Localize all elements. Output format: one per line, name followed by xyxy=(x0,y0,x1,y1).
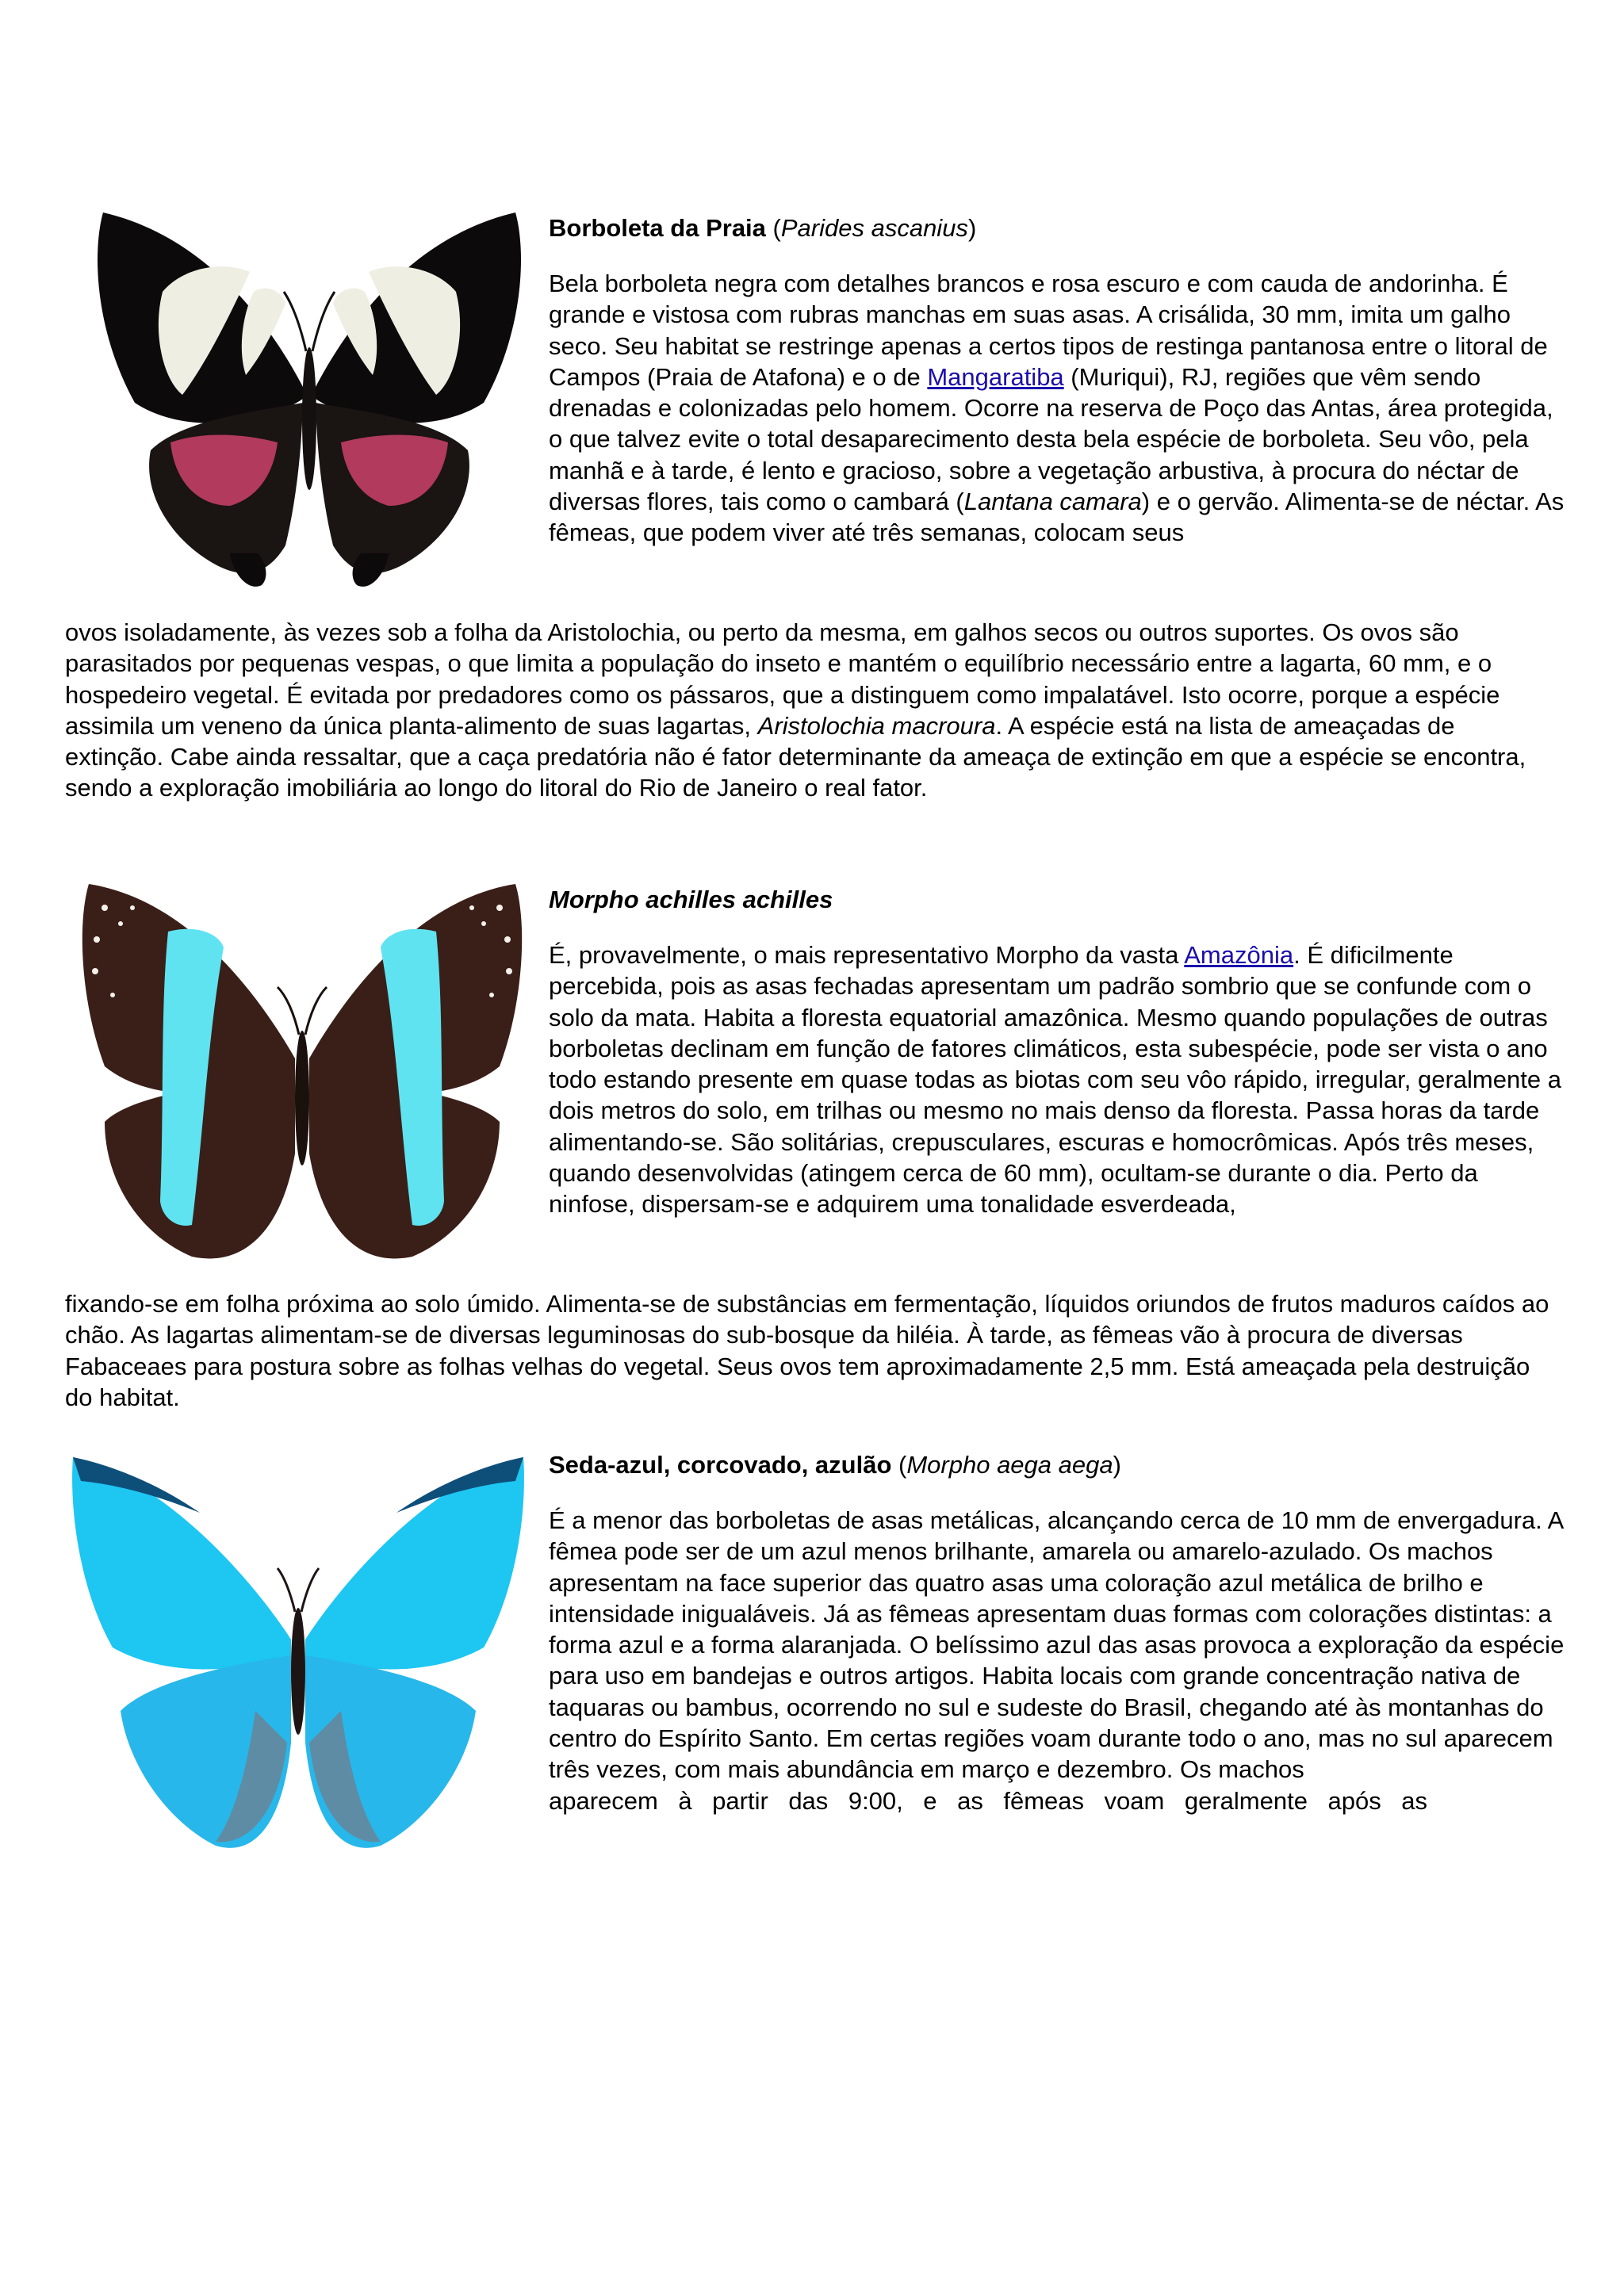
paragraph-s1-top: Bela borboleta negra com detalhes brancos e rosa escuro e com cauda de andorinha. É grande e vistosa com rubras manchas em suas asas. A crisálida, 30 mm, imita um galho seco. Seu habitat se restringe apenas a certos tipos de restinga pantanosa entre o litoral de Campos (Praia de Atafona) e o de Mangaratiba (Muriqui), RJ, regiões que vêm sendo drenadas e colonizadas pelo homem. Ocorre na reserva de Poço das Antas, área protegida, o que talvez evite o total desaparecimento desta bela espécie de borboleta. Seu vôo, pela manhã e à tarde, é lento e gracioso, sobre a vegetação arbustiva, à procura do néctar de diversas flores, tais como o cambará (Lantana camara) e o gervão. Alimenta-se de néctar. As fêmeas, que podem viver até três semanas, colocam seus xyxy=(549,270,1565,547)
paragraph-s3-last-line: aparecem à partir das 9:00, e as fêmeas voam geralmente após as xyxy=(549,1786,1427,1815)
title-morpho-achilles: Morpho achilles achilles xyxy=(549,886,833,913)
text-column-s3 xyxy=(549,1449,1565,1816)
title-borboleta-da-praia: Borboleta da Praia (Parides ascanius) xyxy=(549,214,977,242)
paragraph-s2-full: fixando-se em folha próxima ao solo úmido. Alimenta-se de substâncias em fermentação, líquidos oriundos de frutos maduros caídos ao chão. As lagartas alimentam-se de diversas leguminosas do sub-bosque da hiléia. À tarde, as fêmeas vão à procura de diversas Fabaceaes para postura sobre as folhas velhas do vegetal. Seus ovos tem aproximadamente 2,5 mm. Está ameaçada pela destruição do habitat. xyxy=(65,1290,1549,1411)
morpho-achilles-butterfly-icon xyxy=(73,876,531,1272)
papilionid-butterfly-icon xyxy=(87,205,531,595)
text-column-s2 xyxy=(549,884,1565,1220)
title-morpho-aega: Seda-azul, corcovado, azulão (Morpho aega aega) xyxy=(549,1451,1121,1479)
section-borboleta-da-praia xyxy=(65,205,1565,839)
morpho-aega-butterfly-icon xyxy=(65,1449,531,1862)
section-morpho-aega xyxy=(65,1449,1565,1893)
link-amazonia[interactable]: Amazônia xyxy=(1184,941,1294,969)
link-mangaratiba[interactable]: Mangaratiba xyxy=(927,362,1064,391)
text-column-s1 xyxy=(549,212,1565,549)
paragraph-s2-top: É, provavelmente, o mais representativo Morpho da vasta Amazônia. É dificilmente percebida, pois as asas fechadas apresentam um padrão sombrio que se confunde com o solo da mata. Habita a floresta equatorial amazônica. Mesmo quando populações de outras borboletas declinam em função de fatores climáticos, esta subespécie, pode ser vista o ano todo estando presente em quase todas as biotas com seu vôo rápido, irregular, geralmente a dois metros do solo, em trilhas ou mesmo no mais denso da floresta. Passa horas da tarde alimentando-se. São solitárias, crepusculares, escuras e homocrômicas. Após três meses, quando desenvolvidas (atingem cerca de 60 mm), ocultam-se durante o dia. Perto da ninfose, dispersam-se e adquirem uma tonalidade esverdeada, xyxy=(549,941,1561,1219)
paragraph-s1-full: ovos isoladamente, às vezes sob a folha da Aristolochia, ou perto da mesma, em galhos secos ou outros suportes. Os ovos são parasitados por pequenas vespas, o que limita a população do inseto e mantém o equilíbrio necessário entre a lagarta, 60 mm, e o hospedeiro vegetal. É evitada por predadores como os pássaros, que a distinguem como impalatável. Isto ocorre, porque a espécie assimila um veneno da única planta-alimento de suas lagartas, Aristolochia macroura. A espécie está na lista de ameaçadas de extinção. Cabe ainda ressaltar, que a caça predatória não é fator determinante da ameaça de extinção em que a espécie se encontra, sendo a exploração imobiliária ao longo do litoral do Rio de Janeiro o real fator. xyxy=(65,618,1526,802)
section-morpho-achilles xyxy=(65,876,1561,1415)
paragraph-s3: É a menor das borboletas de asas metálicas, alcançando cerca de 10 mm de envergadura. A fêmea pode ser de um azul menos brilhante, amarela ou amarelo-azulado. Os machos apresentam na face superior das quatro asas uma coloração azul metálica de brilho e intensidade inigualáveis. Já as fêmeas apresentam duas formas com colorações distintas: a forma azul e a forma alaranjada. O belíssimo azul das asas provoca a exploração da espécie para uso em bandejas e outros artigos. Habita locais com grande concentração nativa de taquaras ou bambus, ocorrendo no sul e sudeste do Brasil, chegando até às montanhas do centro do Espírito Santo. Em certas regiões voam durante todo o ano, mas no sul aparecem três vezes, com mais abundância em março e dezembro. Os machos xyxy=(549,1506,1565,1784)
